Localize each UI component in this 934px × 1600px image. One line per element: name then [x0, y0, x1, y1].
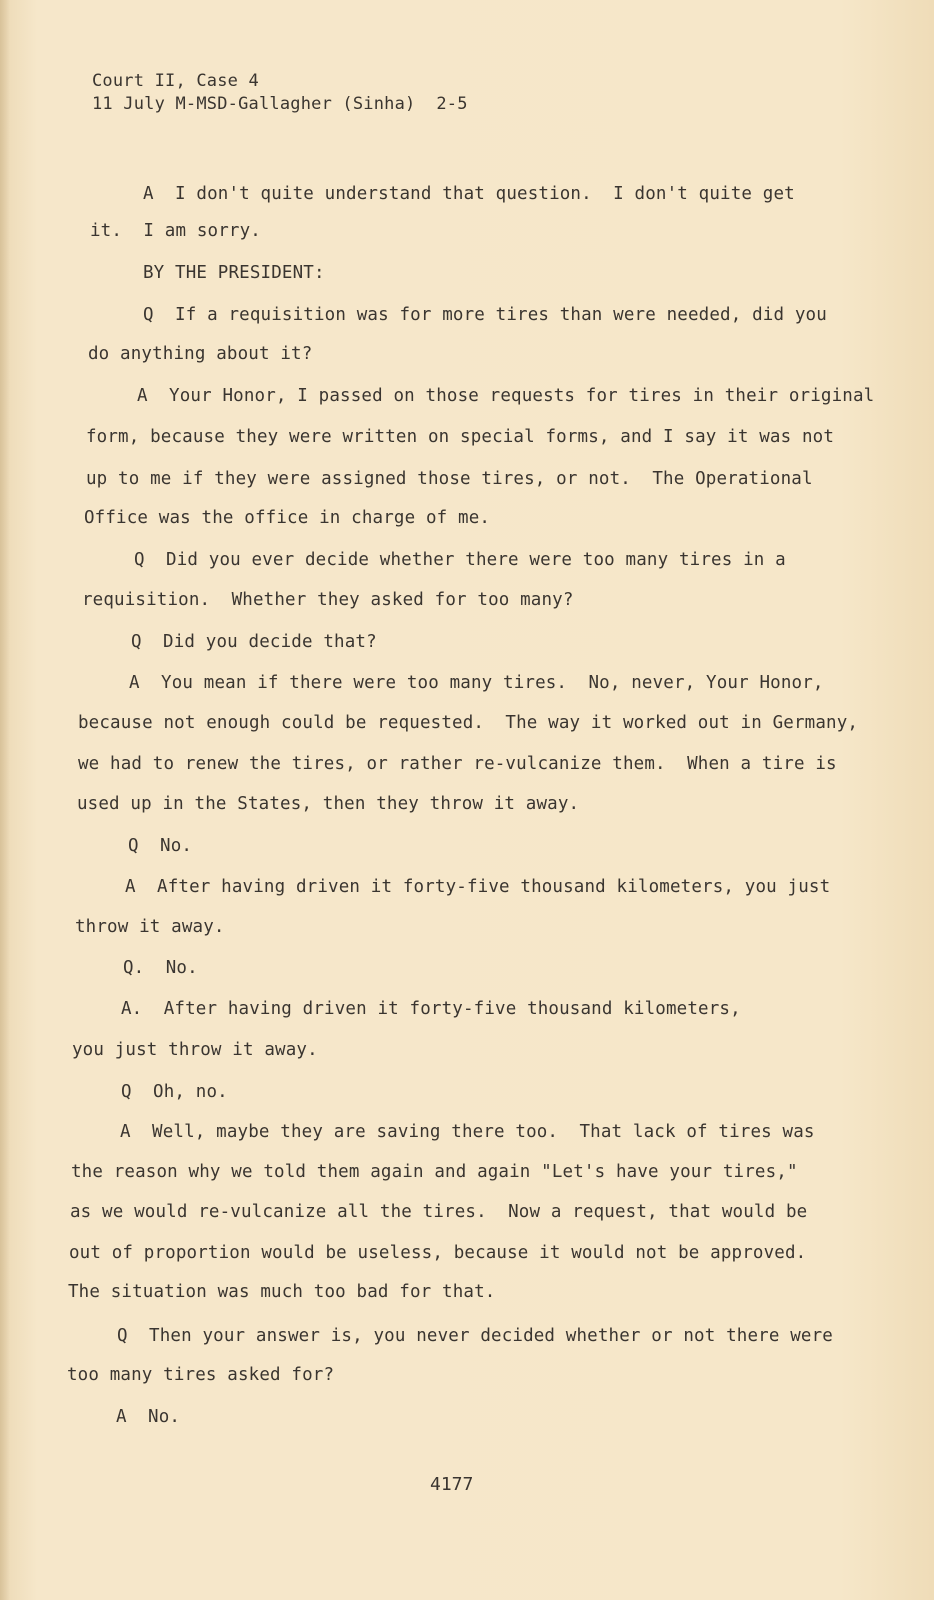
transcript-line: Q Did you decide that? [131, 632, 377, 652]
transcript-line: because not enough could be requested. The way it worked out in Germany, [78, 713, 859, 733]
transcript-line: A Well, maybe they are saving there too. That lack of tires was [120, 1122, 815, 1142]
transcript-line: we had to renew the tires, or rather re-vulcanize them. When a tire is [78, 754, 837, 774]
transcript-line: too many tires asked for? [67, 1365, 335, 1385]
transcript-line: A No. [116, 1407, 181, 1427]
document-header [92, 70, 468, 116]
transcript-line: Office was the office in charge of me. [84, 508, 491, 528]
transcript-line: form, because they were written on special forms, and I say it was not [86, 427, 835, 447]
transcript-line: as we would re-vulcanize all the tires. Now a request, that would be [70, 1202, 808, 1222]
transcript-line: requisition. Whether they asked for too many? [82, 590, 574, 610]
transcript-line: Q Did you ever decide whether there were too many tires in a [134, 550, 786, 570]
header-date-line: 11 July M-MSD-Gallagher (Sinha) 2-5 [92, 94, 468, 114]
transcript-line: A You mean if there were too many tires. No, never, Your Honor, [129, 673, 824, 693]
transcript-line: Q If a requisition was for more tires than were needed, did you [143, 305, 827, 325]
transcript-line: used up in the States, then they throw it away. [77, 794, 580, 814]
transcript-line: you just throw it away. [72, 1040, 318, 1060]
header-case-line: Court II, Case 4 [92, 71, 259, 91]
transcript-line: Q Oh, no. [121, 1082, 228, 1102]
page-number: 4177 [430, 1474, 474, 1495]
page-edge-shadow [0, 0, 10, 1600]
transcript-line: up to me if they were assigned those tires, or not. The Operational [86, 469, 813, 489]
transcript-line: throw it away. [75, 917, 225, 937]
transcript-line: The situation was much too bad for that. [68, 1282, 496, 1302]
transcript-line: do anything about it? [88, 344, 313, 364]
transcript-line: A I don't quite understand that question. I don't quite get [143, 184, 795, 204]
transcript-line: A Your Honor, I passed on those requests for tires in their original [137, 386, 875, 406]
transcript-line: A After having driven it forty-five thousand kilometers, you just [125, 877, 831, 897]
transcript-line: A. After having driven it forty-five thousand kilometers, [121, 999, 741, 1019]
transcript-line: Q. No. [123, 958, 198, 978]
transcript-line: it. I am sorry. [90, 221, 261, 241]
transcript-line: BY THE PRESIDENT: [143, 263, 325, 283]
transcript-line: Q No. [128, 836, 193, 856]
transcript-line: Q Then your answer is, you never decided whether or not there were [117, 1326, 833, 1346]
transcript-line: out of proportion would be useless, because it would not be approved. [69, 1243, 807, 1263]
transcript-line: the reason why we told them again and again "Let's have your tires," [71, 1162, 798, 1182]
